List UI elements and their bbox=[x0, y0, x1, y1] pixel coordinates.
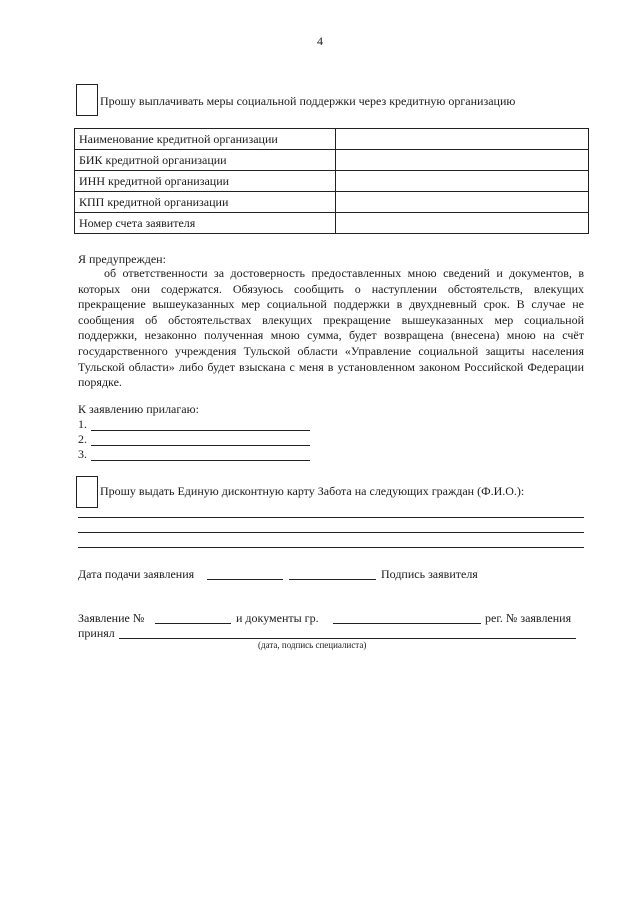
accepted-by-field[interactable] bbox=[119, 638, 576, 639]
kpp-label: КПП кредитной организации bbox=[75, 192, 336, 213]
table-row bbox=[75, 129, 589, 150]
attachment-number-1: 1. bbox=[78, 417, 87, 431]
reg-number-label: рег. № заявления bbox=[485, 611, 572, 625]
statement-number-label: Заявление № bbox=[78, 611, 145, 625]
inn-field[interactable] bbox=[336, 171, 589, 192]
inn-label: ИНН кредитной организации bbox=[75, 171, 336, 192]
account-number-label: Номер счета заявителя bbox=[75, 213, 336, 234]
attachment-line-2[interactable] bbox=[91, 445, 310, 446]
page-number: 4 bbox=[317, 34, 323, 48]
attachment-line-1[interactable] bbox=[91, 430, 310, 431]
attachment-number-2: 2. bbox=[78, 432, 87, 446]
attachments-heading: К заявлению прилагаю: bbox=[78, 402, 199, 416]
table-row bbox=[75, 192, 589, 213]
bank-name-label: Наименование кредитной организации bbox=[75, 129, 336, 150]
card-checkbox[interactable] bbox=[76, 476, 98, 508]
citizen-name-field[interactable] bbox=[333, 623, 481, 624]
date-label: Дата подачи заявления bbox=[78, 567, 195, 581]
card-names-line-1[interactable] bbox=[78, 517, 584, 518]
bik-field[interactable] bbox=[336, 150, 589, 171]
bank-name-field[interactable] bbox=[336, 129, 589, 150]
card-names-line-3[interactable] bbox=[78, 547, 584, 548]
signature-label: Подпись заявителя bbox=[381, 567, 478, 581]
card-checkbox-label: Прошу выдать Единую дисконтную карту Забота на следующих граждан (Ф.И.О.): bbox=[100, 484, 525, 498]
date-field[interactable] bbox=[207, 579, 283, 580]
table-row bbox=[75, 150, 589, 171]
table-row bbox=[75, 171, 589, 192]
documents-label: и документы гр. bbox=[236, 611, 319, 625]
bank-details-table bbox=[74, 128, 589, 234]
accepted-label: принял bbox=[78, 626, 115, 640]
warning-heading: Я предупрежден: bbox=[78, 252, 166, 266]
table-row bbox=[75, 213, 589, 234]
attachment-line-3[interactable] bbox=[91, 460, 310, 461]
warning-paragraph: об ответственности за достоверность предоставленных мною сведений и документов, в которых они содержатся. Обязуюсь сообщить о наступлении обстоятельств, влекущих прекращение вышеуказанных мер социальной поддержки в двухдневный срок. В случае не сообщения об обстоятельствах влекущих прекращение вышеуказанных мер социальной поддержки, незаконно полученная мною сумма, будет возвращена (внесена) мною на счёт государственного учреждения Тульской области «Управление социальной защиты населения Тульской области» либо будет взыскана с меня в установленном законом Российской Федерации порядке. bbox=[78, 266, 584, 390]
card-names-line-2[interactable] bbox=[78, 532, 584, 533]
payment-checkbox-label: Прошу выплачивать меры социальной поддержки через кредитную организацию bbox=[100, 94, 516, 108]
kpp-field[interactable] bbox=[336, 192, 589, 213]
payment-checkbox[interactable] bbox=[76, 84, 98, 116]
bik-label: БИК кредитной организации bbox=[75, 150, 336, 171]
statement-number-field[interactable] bbox=[155, 623, 231, 624]
specialist-caption: (дата, подпись специалиста) bbox=[258, 640, 367, 650]
account-number-field[interactable] bbox=[336, 213, 589, 234]
attachment-number-3: 3. bbox=[78, 447, 87, 461]
signature-field[interactable] bbox=[289, 579, 376, 580]
